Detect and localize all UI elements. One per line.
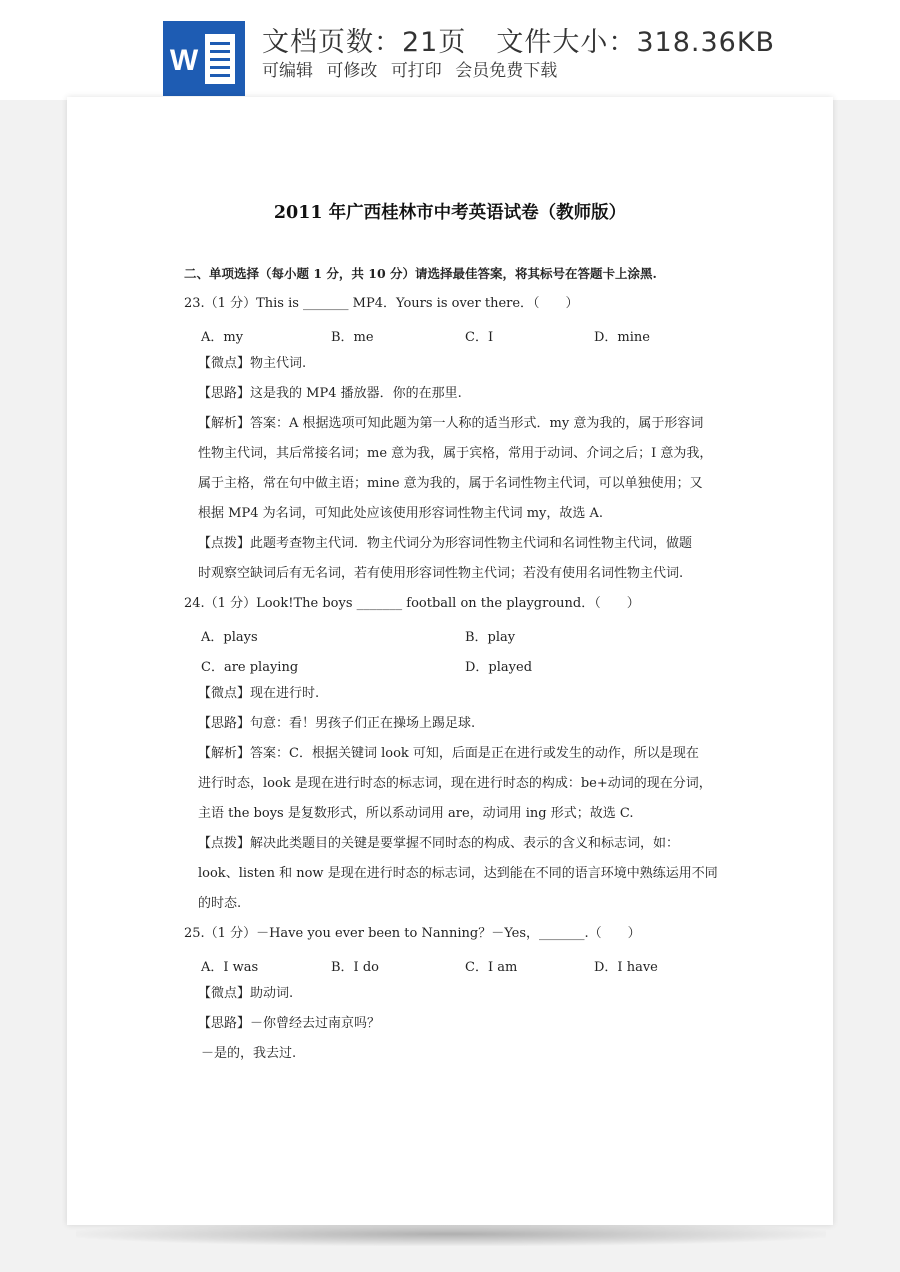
q25-weidian: 【微点】助动词.	[198, 986, 294, 1001]
feature-editable: 可编辑	[262, 61, 313, 81]
feature-printable: 可打印	[390, 61, 442, 81]
page-count-label: 文档页数：21页	[262, 27, 467, 58]
q24-silu: 【思路】句意：看！男孩子们正在操场上踢足球.	[198, 716, 476, 731]
q23-option-d: D．mine	[594, 330, 650, 345]
word-icon-letter: W	[169, 44, 199, 77]
q25-option-c: C．I am	[465, 960, 518, 975]
q24-jiexi-line-3: 主语 the boys 是复数形式，所以系动词用 are，动词用 ing 形式；故选 C.	[198, 806, 634, 821]
q23-dianbo-line-1: 【点拨】此题考查物主代词．物主代词分为形容词性物主代词和名词性物主代词，做题	[198, 536, 693, 551]
file-meta-line	[262, 20, 775, 59]
q24-option-a: A．plays	[201, 630, 258, 645]
q23-option-a: A．my	[201, 330, 244, 345]
document-title: 2011 年广西桂林市中考英语试卷（教师版）	[273, 203, 627, 223]
download-banner	[0, 0, 900, 100]
q23-jiexi-line-4: 根据 MP4 为名词，可知此处应该使用形容词性物主代词 my，故选 A.	[198, 506, 604, 521]
q25-option-b: B．I do	[331, 960, 379, 975]
q23-dianbo-line-2: 时观察空缺词后有无名词，若有使用形容词性物主代词；若没有使用名词性物主代词.	[198, 566, 684, 581]
document-page	[67, 97, 833, 1225]
q24-dianbo-line-1: 【点拨】解决此类题目的关键是要掌握不同时态的构成、表示的含义和标志词，如：	[198, 836, 680, 851]
question-23-stem: 23.（1 分）This is _______ MP4．Yours is over there．（ ）	[184, 296, 579, 311]
q24-option-b: B．play	[465, 630, 516, 645]
section-heading: 二、单项选择（每小题 1 分，共 10 分）请选择最佳答案，将其标号在答题卡上涂黑.	[184, 266, 657, 281]
question-24-stem: 24.（1 分）Look!The boys _______ football on the playground．（ ）	[184, 596, 640, 611]
feature-list	[262, 56, 565, 81]
q25-option-d: D．I have	[594, 960, 658, 975]
q24-dianbo-line-2: look、listen 和 now 是现在进行时态的标志词，达到能在不同的语言环境中熟练运用不同	[198, 866, 718, 881]
q25-silu-answer: －是的，我去过.	[201, 1046, 297, 1061]
q24-option-c: C．are playing	[201, 660, 299, 675]
word-document-icon	[163, 21, 245, 96]
q24-option-d: D．played	[465, 660, 533, 675]
q23-silu: 【思路】这是我的 MP4 播放器．你的在那里.	[198, 386, 462, 401]
q23-jiexi-line-3: 属于主格，常在句中做主语；mine 意为我的，属于名词性物主代词，可以单独使用；又	[198, 476, 703, 491]
q24-dianbo-line-3: 的时态.	[198, 896, 242, 911]
question-25-stem: 25.（1 分）－Have you ever been to Nanning？－Yes，_______.（ ）	[184, 926, 641, 941]
q24-jiexi-line-1: 【解析】答案：C．根据关键词 look 可知，后面是正在进行或发生的动作，所以是现在	[198, 746, 699, 761]
q23-jiexi-line-2: 性物主代词，其后常接名词；me 意为我，属于宾格，常用于动词、介词之后；I 意为我，	[198, 446, 713, 461]
q25-option-a: A．I was	[201, 960, 259, 975]
q25-silu: 【思路】－你曾经去过南京吗？	[198, 1016, 381, 1031]
feature-modifiable: 可修改	[326, 61, 378, 81]
file-size-label: 文件大小：318.36KB	[496, 27, 776, 58]
q24-weidian: 【微点】现在进行时.	[198, 686, 320, 701]
q23-option-b: B．me	[331, 330, 374, 345]
q23-jiexi-line-1: 【解析】答案：A 根据选项可知此题为第一人称的适当形式．my 意为我的，属于形容词	[198, 416, 704, 431]
feature-member-download: 会员免费下载	[455, 61, 558, 81]
page-shadow	[76, 1222, 826, 1246]
q24-jiexi-line-2: 进行时态，look 是现在进行时态的标志词，现在进行时态的构成：be+动词的现在分词，	[198, 776, 712, 791]
q23-weidian: 【微点】物主代词.	[198, 356, 307, 371]
q23-option-c: C．I	[465, 330, 494, 345]
